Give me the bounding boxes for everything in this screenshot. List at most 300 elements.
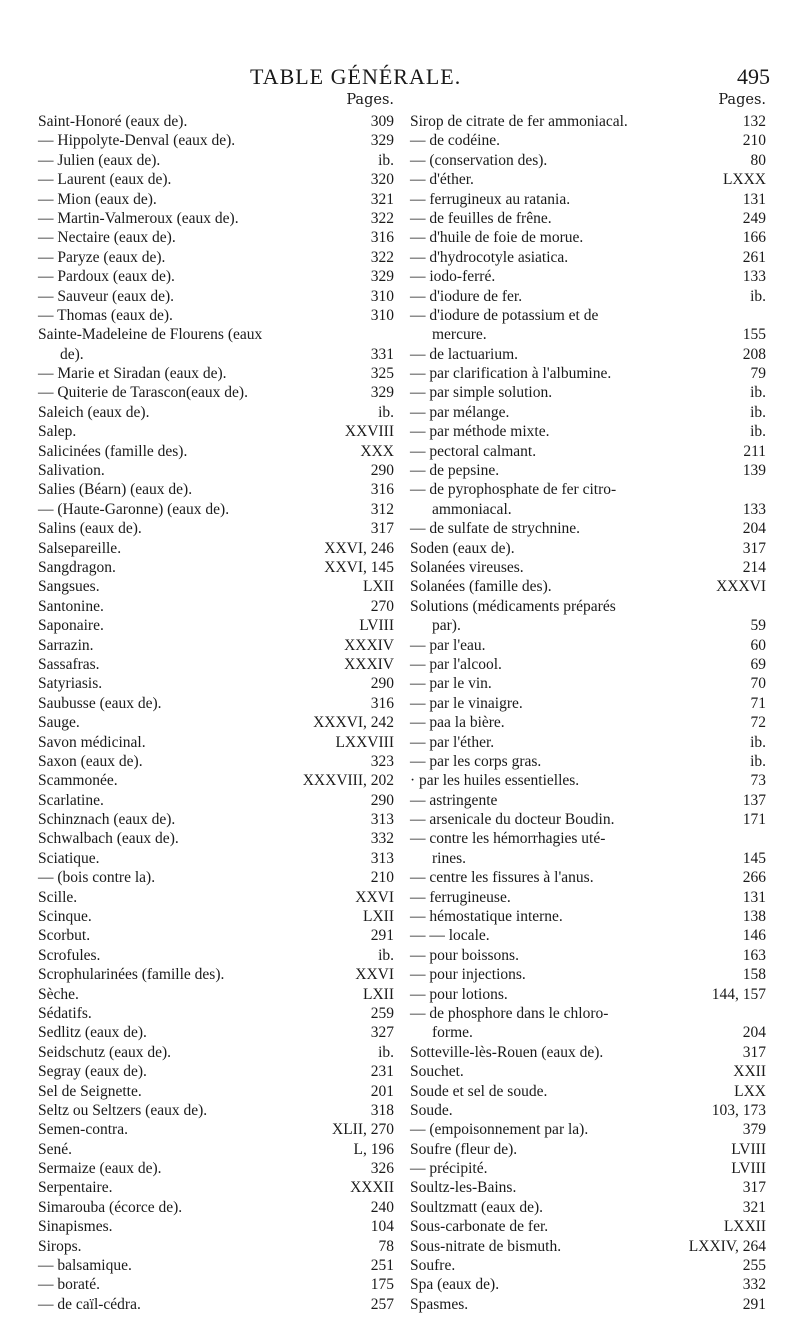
entry-term: Soufre. <box>410 1257 456 1275</box>
entry-pages: 291 <box>742 1295 766 1313</box>
index-entry <box>410 674 766 693</box>
index-entry <box>38 1275 394 1294</box>
index-entry <box>38 325 394 344</box>
index-entry <box>38 1217 394 1236</box>
entry-term: Soufre (fleur de). <box>410 1140 518 1158</box>
entry-term: — Thomas (eaux de). <box>38 306 173 324</box>
entry-pages: LXII <box>363 578 394 596</box>
index-entry <box>38 849 394 868</box>
entry-term: Souchet. <box>410 1063 464 1081</box>
entry-pages: XXXVIII, 202 <box>302 772 394 790</box>
entry-pages: 257 <box>370 1295 394 1313</box>
index-entry <box>410 810 766 829</box>
index-entry <box>38 946 394 965</box>
entry-term: Scille. <box>38 888 78 906</box>
index-entry <box>410 965 766 984</box>
entry-term: — par le vinaigre. <box>410 694 523 712</box>
index-entry <box>38 655 394 674</box>
entry-pages: XXVI, 145 <box>324 558 394 576</box>
index-entry <box>410 1295 766 1314</box>
entry-term: mercure. <box>432 326 487 344</box>
entry-term: — de caïl-cédra. <box>38 1295 141 1313</box>
entry-pages: 175 <box>370 1276 394 1294</box>
entry-pages: LVIII <box>731 1140 766 1158</box>
index-entry <box>410 267 766 286</box>
entry-pages: XXVIII <box>344 423 394 441</box>
index-entry <box>38 248 394 267</box>
index-entry <box>410 403 766 422</box>
entry-pages: 379 <box>742 1121 766 1139</box>
entry-term: Saubusse (eaux de). <box>38 694 162 712</box>
entry-term: par). <box>432 617 461 635</box>
entry-pages: 322 <box>370 209 394 227</box>
entry-term: — de sulfate de strychnine. <box>410 520 581 538</box>
entry-pages: 79 <box>750 365 766 383</box>
index-entry <box>38 985 394 1004</box>
entry-term: — par clarification à l'albumine. <box>410 365 612 383</box>
index-entry <box>38 422 394 441</box>
index-entry <box>38 190 394 209</box>
entry-term: — Nectaire (eaux de). <box>38 229 176 247</box>
index-entry <box>410 694 766 713</box>
index-entry <box>38 965 394 984</box>
index-entry <box>410 306 766 325</box>
entry-term: — paa la bière. <box>410 714 505 732</box>
entry-pages: LXII <box>363 985 394 1003</box>
index-entry <box>410 170 766 189</box>
entry-pages: 146 <box>742 927 766 945</box>
index-entry <box>38 131 394 150</box>
index-entry <box>410 228 766 247</box>
entry-term: Satyriasis. <box>38 675 103 693</box>
entry-pages: ib. <box>750 403 766 421</box>
entry-pages: 144, 157 <box>711 985 766 1003</box>
index-entry <box>410 907 766 926</box>
entry-pages: 329 <box>370 268 394 286</box>
index-entry <box>410 733 766 752</box>
index-entry <box>410 461 766 480</box>
index-entry <box>410 287 766 306</box>
entry-term: · par les huiles essentielles. <box>410 772 580 790</box>
entry-pages: 137 <box>742 791 766 809</box>
entry-pages: ib. <box>750 423 766 441</box>
entry-term: Solanées vireuses. <box>410 558 524 576</box>
entry-term: Sangdragon. <box>38 558 116 576</box>
entry-pages: 131 <box>742 190 766 208</box>
index-entry <box>410 422 766 441</box>
entry-term: — Paryze (eaux de). <box>38 248 166 266</box>
entry-term: Saleich (eaux de). <box>38 403 150 421</box>
entry-pages: 331 <box>370 345 394 363</box>
entry-term: Sirops. <box>38 1237 82 1255</box>
entry-term: Solutions (médicaments préparés <box>410 597 616 615</box>
index-entry <box>38 345 394 364</box>
entry-pages: 329 <box>370 132 394 150</box>
entry-term: Sédatifs. <box>38 1004 92 1022</box>
index-entry <box>410 1275 766 1294</box>
index-entry <box>410 558 766 577</box>
index-entry <box>38 674 394 693</box>
index-entry <box>38 577 394 596</box>
index-entry <box>410 248 766 267</box>
index-entry <box>38 267 394 286</box>
entry-pages: 231 <box>370 1063 394 1081</box>
entry-pages: 133 <box>742 500 766 518</box>
entry-pages: 321 <box>370 190 394 208</box>
entry-pages: 249 <box>742 209 766 227</box>
index-entry <box>38 1082 394 1101</box>
entry-pages: 290 <box>370 462 394 480</box>
index-entry <box>410 151 766 170</box>
entry-pages: 132 <box>742 113 766 130</box>
entry-pages: 317 <box>370 520 394 538</box>
entry-pages: 318 <box>370 1101 394 1119</box>
entry-term: — par les corps gras. <box>410 752 542 770</box>
entry-pages: 103, 173 <box>711 1101 766 1119</box>
index-entry <box>410 539 766 558</box>
entry-term: — contre les hémorrhagies uté- <box>410 830 606 848</box>
entry-term: — d'iodure de fer. <box>410 287 523 305</box>
entry-term: Soultzmatt (eaux de). <box>410 1198 543 1216</box>
entry-pages: 240 <box>370 1198 394 1216</box>
entry-term: Sassafras. <box>38 655 100 673</box>
index-entry <box>410 480 766 499</box>
index-entry <box>410 519 766 538</box>
entry-pages: 59 <box>750 617 766 635</box>
entry-term: — d'hydrocotyle asiatica. <box>410 248 569 266</box>
index-entry <box>38 287 394 306</box>
index-entry <box>410 1217 766 1236</box>
entry-pages: 290 <box>370 791 394 809</box>
entry-pages: 317 <box>742 1179 766 1197</box>
entry-term: — arsenicale du docteur Boudin. <box>410 811 615 829</box>
entry-term: Sèche. <box>38 985 79 1003</box>
entry-pages: XXII <box>733 1063 766 1081</box>
index-entry <box>410 1198 766 1217</box>
entry-term: Soude et sel de soude. <box>410 1082 548 1100</box>
entry-pages: ib. <box>378 1043 394 1061</box>
entry-term: — (bois contre la). <box>38 869 156 887</box>
entry-pages: 312 <box>370 500 394 518</box>
entry-term: — Quiterie de Tarascon(eaux de). <box>38 384 248 402</box>
entry-pages: 139 <box>742 462 766 480</box>
index-entry <box>410 1004 766 1023</box>
entry-pages: 166 <box>742 229 766 247</box>
entry-term: Scammonée. <box>38 772 118 790</box>
entry-term: Saponaire. <box>38 617 104 635</box>
index-entry <box>38 228 394 247</box>
entry-pages: 320 <box>370 171 394 189</box>
pages-label: Pages. <box>346 92 394 108</box>
entry-pages: L, 196 <box>353 1140 394 1158</box>
index-entry <box>38 713 394 732</box>
entry-term: Saint-Honoré (eaux de). <box>38 113 188 130</box>
entry-term: — ferrugineuse. <box>410 888 511 906</box>
entry-term: Sous-nitrate de bismuth. <box>410 1237 562 1255</box>
index-entry <box>410 442 766 461</box>
column-header <box>38 92 394 112</box>
entry-term: — pour lotions. <box>410 985 508 1003</box>
index-entry <box>410 1256 766 1275</box>
entry-term: Sauge. <box>38 714 80 732</box>
entry-term: Schwalbach (eaux de). <box>38 830 179 848</box>
entry-pages: 325 <box>370 365 394 383</box>
entry-pages: 158 <box>742 966 766 984</box>
entry-pages: 290 <box>370 675 394 693</box>
entry-pages: ib. <box>378 151 394 169</box>
entry-term: Scrophularinées (famille des). <box>38 966 225 984</box>
entry-pages: 309 <box>370 113 394 130</box>
entry-term: Spa (eaux de). <box>410 1276 500 1294</box>
index-entry <box>38 403 394 422</box>
index-entry <box>410 325 766 344</box>
entry-term: Sermaize (eaux de). <box>38 1160 162 1178</box>
entry-term: — d'huile de foie de morue. <box>410 229 584 247</box>
index-entry <box>38 461 394 480</box>
index-entry <box>38 1237 394 1256</box>
entry-term: — pectoral calmant. <box>410 442 537 460</box>
entry-pages: 201 <box>370 1082 394 1100</box>
entry-pages: 73 <box>750 772 766 790</box>
entry-term: — précipité. <box>410 1160 488 1178</box>
index-entry <box>38 1062 394 1081</box>
index-entry <box>410 383 766 402</box>
index-entry <box>410 1140 766 1159</box>
entry-pages: XXVI, 246 <box>324 539 394 557</box>
entry-term: Soude. <box>410 1101 453 1119</box>
entry-term: — — locale. <box>410 927 490 945</box>
entry-pages: 322 <box>370 248 394 266</box>
index-entry <box>410 1178 766 1197</box>
entry-term: Salsepareille. <box>38 539 122 557</box>
index-entry <box>38 907 394 926</box>
index-entry <box>410 829 766 848</box>
entry-pages: LXX <box>734 1082 766 1100</box>
entry-pages: 78 <box>378 1237 394 1255</box>
entry-term: Simarouba (écorce de). <box>38 1198 183 1216</box>
index-entry <box>38 480 394 499</box>
index-entry <box>38 383 394 402</box>
entry-pages: ib. <box>378 403 394 421</box>
index-entry <box>38 771 394 790</box>
index-entry <box>38 151 394 170</box>
index-entry <box>38 752 394 771</box>
entry-term: Salins (eaux de). <box>38 520 142 538</box>
entry-pages: 327 <box>370 1024 394 1042</box>
entry-pages: XXXIV <box>344 636 394 654</box>
entry-term: Sous-carbonate de fer. <box>410 1218 549 1236</box>
index-entry <box>38 636 394 655</box>
entry-pages: XXVI <box>355 966 394 984</box>
entry-pages: LXXII <box>723 1218 766 1236</box>
entry-pages: 317 <box>742 539 766 557</box>
index-entry <box>38 1101 394 1120</box>
entry-pages: 208 <box>742 345 766 363</box>
entry-term: — (Haute-Garonne) (eaux de). <box>38 500 230 518</box>
index-entry <box>410 1043 766 1062</box>
entry-pages: 204 <box>742 1024 766 1042</box>
entry-term: — Pardoux (eaux de). <box>38 268 175 286</box>
entry-term: Sinapismes. <box>38 1218 113 1236</box>
entry-pages: 131 <box>742 888 766 906</box>
index-entry <box>410 364 766 383</box>
index-entry <box>38 364 394 383</box>
entry-term: Segray (eaux de). <box>38 1063 147 1081</box>
entry-term: Schinznach (eaux de). <box>38 811 176 829</box>
entry-pages: XLII, 270 <box>332 1121 394 1139</box>
index-entry <box>38 888 394 907</box>
index-entry <box>38 791 394 810</box>
index-entry <box>410 500 766 519</box>
entry-pages: LXII <box>363 908 394 926</box>
entry-term: Scorbut. <box>38 927 91 945</box>
entry-pages: 310 <box>370 287 394 305</box>
index-entry <box>410 1101 766 1120</box>
entry-pages: 313 <box>370 811 394 829</box>
entry-pages: 323 <box>370 752 394 770</box>
index-entries-left <box>38 112 394 1314</box>
index-entry <box>38 733 394 752</box>
index-entry <box>410 345 766 364</box>
entry-pages: XXVI <box>355 888 394 906</box>
entry-term: Semen-contra. <box>38 1121 128 1139</box>
entry-term: Scarlatine. <box>38 791 104 809</box>
entry-term: Sel de Seignette. <box>38 1082 142 1100</box>
entry-pages: 71 <box>750 694 766 712</box>
entry-pages: 321 <box>742 1198 766 1216</box>
index-column-left <box>38 92 394 1314</box>
index-entry <box>410 616 766 635</box>
entry-pages: 214 <box>742 558 766 576</box>
index-entry <box>410 131 766 150</box>
index-entry <box>410 190 766 209</box>
entry-term: — par le vin. <box>410 675 492 693</box>
entry-term: Sirop de citrate de fer ammoniacal. <box>410 113 628 130</box>
index-entry <box>38 1023 394 1042</box>
entry-term: — Laurent (eaux de). <box>38 171 172 189</box>
entry-term: — iodo-ferré. <box>410 268 496 286</box>
entry-pages: 211 <box>743 442 766 460</box>
entry-term: Savon médicinal. <box>38 733 146 751</box>
page-header <box>250 64 770 94</box>
index-entries-right <box>410 112 766 1314</box>
entry-pages: 60 <box>750 636 766 654</box>
index-entry <box>38 1120 394 1139</box>
index-entry <box>38 1295 394 1314</box>
entry-term: Sotteville-lès-Rouen (eaux de). <box>410 1043 604 1061</box>
index-entry <box>38 616 394 635</box>
index-entry <box>410 1237 766 1256</box>
entry-term: Seltz ou Seltzers (eaux de). <box>38 1101 208 1119</box>
entry-pages: ib. <box>750 733 766 751</box>
entry-term: — balsamique. <box>38 1257 132 1275</box>
index-entry <box>38 306 394 325</box>
index-entry <box>38 926 394 945</box>
entry-term: — de pepsine. <box>410 462 500 480</box>
entry-pages: LXXIV, 264 <box>688 1237 766 1255</box>
entry-pages: 266 <box>742 869 766 887</box>
index-entry <box>410 849 766 868</box>
index-entry <box>38 170 394 189</box>
entry-term: rines. <box>432 849 467 867</box>
entry-pages: 310 <box>370 306 394 324</box>
index-entry <box>38 519 394 538</box>
entry-term: — (conservation des). <box>410 151 548 169</box>
page-number: 495 <box>737 64 770 89</box>
entry-term: — Martin-Valmeroux (eaux de). <box>38 209 239 227</box>
entry-pages: 80 <box>750 151 766 169</box>
entry-term: — boraté. <box>38 1276 100 1294</box>
entry-pages: 251 <box>370 1257 394 1275</box>
index-entry <box>38 1256 394 1275</box>
entry-term: Spasmes. <box>410 1295 469 1313</box>
entry-term: — de phosphore dans le chloro- <box>410 1004 609 1022</box>
entry-pages: 145 <box>742 849 766 867</box>
entry-pages: 210 <box>370 869 394 887</box>
entry-term: — par l'alcool. <box>410 655 502 673</box>
pages-label: Pages. <box>718 92 766 108</box>
index-entry <box>410 713 766 732</box>
entry-pages: ib. <box>378 946 394 964</box>
entry-term: — de pyrophosphate de fer citro- <box>410 481 617 499</box>
index-entry <box>38 810 394 829</box>
entry-term: Scinque. <box>38 908 92 926</box>
index-entry <box>410 1082 766 1101</box>
index-entry <box>410 771 766 790</box>
entry-term: Sangsues. <box>38 578 100 596</box>
entry-pages: 210 <box>742 132 766 150</box>
entry-term: — Julien (eaux de). <box>38 151 161 169</box>
index-entry <box>38 694 394 713</box>
index-entry <box>410 752 766 771</box>
index-entry <box>410 868 766 887</box>
entry-term: de). <box>60 345 84 363</box>
entry-term: — d'éther. <box>410 171 474 189</box>
index-entry <box>38 558 394 577</box>
entry-term: — ferrugineux au ratania. <box>410 190 571 208</box>
index-entry <box>38 829 394 848</box>
entry-pages: 291 <box>370 927 394 945</box>
index-entry <box>38 209 394 228</box>
entry-pages: 163 <box>742 946 766 964</box>
entry-term: Soultz-les-Bains. <box>410 1179 517 1197</box>
entry-term: — par mélange. <box>410 403 510 421</box>
entry-term: Sainte-Madeleine de Flourens (eaux <box>38 326 263 344</box>
entry-term: Salivation. <box>38 462 105 480</box>
index-entry <box>410 1120 766 1139</box>
entry-pages: 70 <box>750 675 766 693</box>
entry-term: — par méthode mixte. <box>410 423 550 441</box>
entry-term: — hémostatique interne. <box>410 908 563 926</box>
entry-term: — Sauveur (eaux de). <box>38 287 175 305</box>
entry-term: Sarrazin. <box>38 636 94 654</box>
index-entry <box>38 868 394 887</box>
entry-term: — par l'eau. <box>410 636 486 654</box>
index-entry <box>410 577 766 596</box>
entry-term: Solanées (famille des). <box>410 578 552 596</box>
index-entry <box>410 1023 766 1042</box>
index-entry <box>410 791 766 810</box>
entry-term: — pour boissons. <box>410 946 519 964</box>
entry-pages: 313 <box>370 849 394 867</box>
index-entry <box>410 926 766 945</box>
entry-term: Salies (Béarn) (eaux de). <box>38 481 193 499</box>
index-entry <box>410 888 766 907</box>
entry-term: Serpentaire. <box>38 1179 113 1197</box>
entry-pages: 255 <box>742 1257 766 1275</box>
entry-pages: 317 <box>742 1043 766 1061</box>
entry-pages: XXXVI, 242 <box>313 714 394 732</box>
